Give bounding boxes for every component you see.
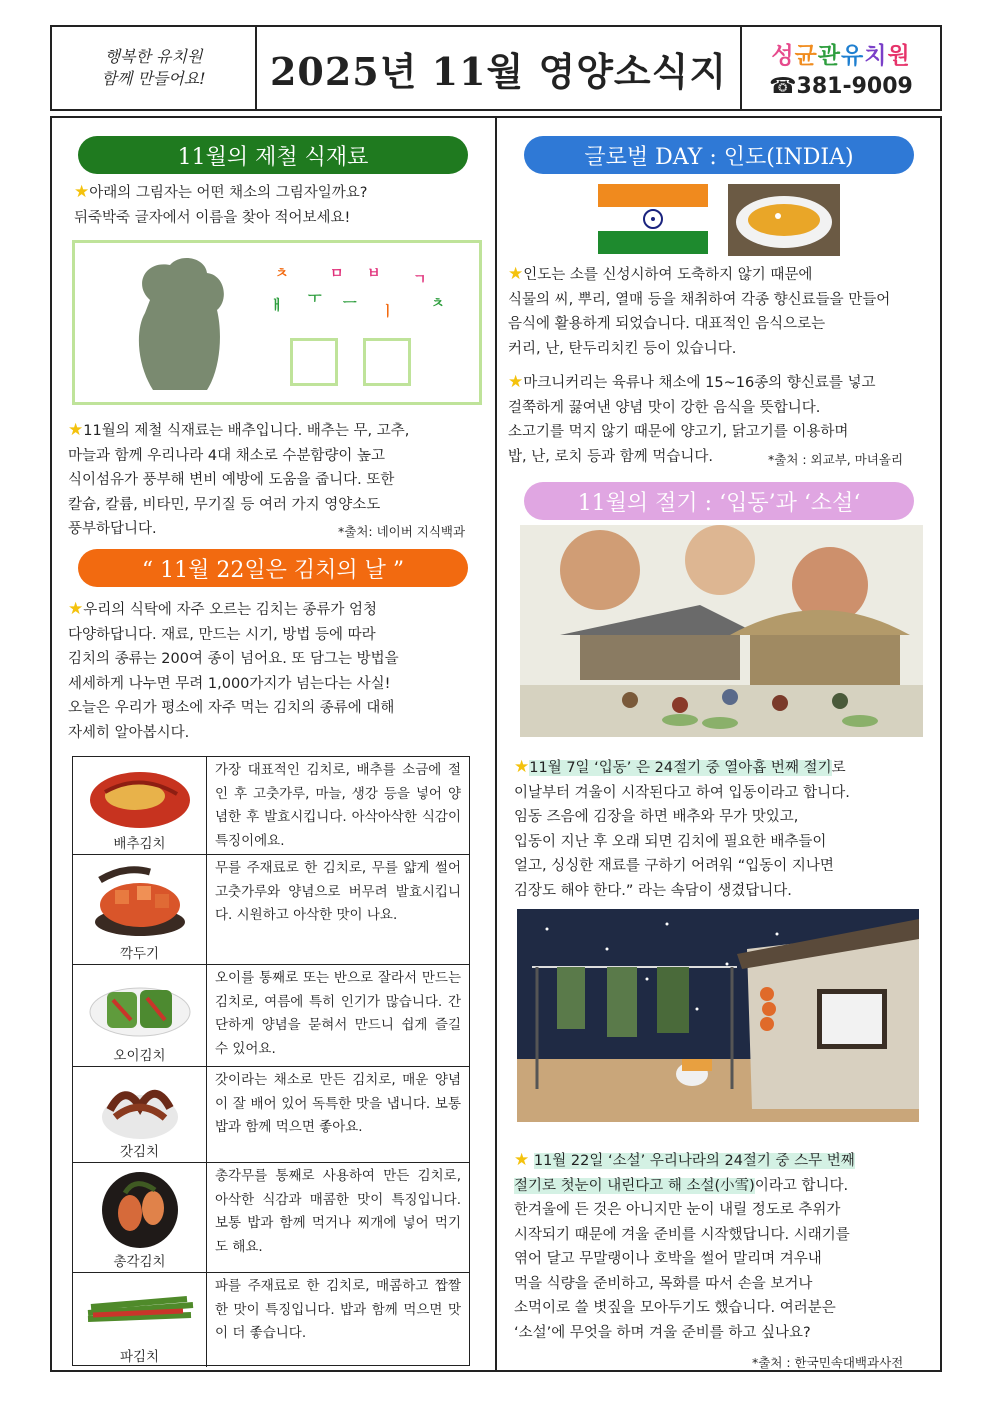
- quiz-text-body: 아래의 그림자는 어떤 채소의 그림자일까요? 뒤죽박죽 글자에서 이름을 찾아 적어보세요!: [74, 185, 368, 226]
- kimchi-desc: 갓이라는 채소로 만든 김치로, 매운 양념이 잘 배어 있어 독특한 맛을 냅니다. 보통 밥과 함께 먹으면 좋아요.: [215, 1072, 461, 1135]
- quiz-text: [74, 180, 489, 230]
- star-icon: ★: [68, 420, 84, 440]
- kimchi-name: 깍두기: [119, 946, 160, 962]
- star-icon: ★: [68, 599, 84, 619]
- kimchi-photo: [73, 1163, 207, 1272]
- kimchi-photo: [73, 757, 207, 854]
- kimchi-intro: [68, 597, 490, 745]
- puzzle-box: [72, 240, 482, 405]
- puzzle-letter: ㅡ: [343, 296, 357, 312]
- green-onion-kimchi-icon: [83, 1285, 198, 1340]
- page-title: 2025년 11월 영양소식지: [257, 27, 742, 109]
- ipdong-painting-image: [520, 525, 923, 737]
- kimchi-desc: 가장 대표적인 김치로, 배추를 소금에 절인 후 고춧가루, 마늘, 생강 등을 넣어 양념한 후 발효시킵니다. 아삭아삭한 식감이 특징이에요.: [215, 762, 461, 849]
- star-icon: ★: [514, 757, 530, 777]
- india-p1-body: 인도는 소를 신성시하여 도축하지 않기 때문에 식물의 씨, 뿌리, 열매 등을 채취하여 각종 향신료들을 만들어 음식에 활용하게 되었습니다. 대표적인 음식으로는 커리, 난, 탄두리치킨 등이 있습니다.: [508, 267, 891, 357]
- answer-box[interactable]: [363, 338, 411, 386]
- puzzle-letter: ㅊ: [275, 266, 289, 282]
- kimchi-desc: 총각무를 통째로 사용하여 만든 김치로, 아삭한 식감과 매콤한 맛이 특징입니다. 보통 밥과 함께 먹거나 찌개에 넣어 먹기도 해요.: [215, 1168, 461, 1255]
- seasonal-desc-body: 11월의 제철 식재료는 배추입니다. 배추는 무, 고추, 마늘과 함께 우리나라 4대 채소로 수분함량이 높고 식이섬유가 풍부해 변비 예방에 도움을 줍니다. 또한 칼슘, 칼륨, 비타민, 무기질 등 여러 가지 영양소도 풍부하답니다.: [68, 423, 410, 537]
- ipdong-text: [514, 755, 940, 903]
- school-char: 균: [794, 43, 818, 69]
- school-block: [742, 27, 940, 109]
- cabbage-kimchi-icon: [85, 762, 195, 832]
- table-row: [73, 965, 469, 1067]
- school-char: 원: [887, 43, 911, 69]
- kimchi-intro-body: 우리의 식탁에 자주 오르는 김치는 종류가 엄청 다양하답니다. 재료, 만드는 시기, 방법 등에 따라 김치의 종류는 200여 종이 넘어요. 또 담그는 방법을 세세하게 나누면 무려 1,000가지가 넘는다는 사실! 오늘은 우리가 평소에 자주 먹는 김치의 종류에 대해 자세히 알아봅시다.: [68, 602, 399, 741]
- solar-source: *출처 : 한국민속대백과사전: [752, 1355, 904, 1370]
- ipdong-body: 로 이날부터 겨울이 시작된다고 하여 입동이라고 합니다. 임동 즈음에 김장을 하면 배추와 무가 맛있고, 입동이 지난 후 오래 되면 김치에 필요한 배추들이 얼고, 싱싱한 재료를 구하기 어려워 “입동이 지나면 김장도 해야 한다.” 라는 속담이 생겼답니다.: [514, 760, 850, 899]
- soseol-highlight: 11월 22일 ‘소설’ 우리나라의 24절기 중 스무 번째 절기로 첫눈이 내린다고 해 소설(小雪): [514, 1153, 855, 1194]
- answer-box[interactable]: [290, 338, 338, 386]
- kimchi-desc: 파를 주재료로 한 김치로, 매콤하고 짭짤한 맛이 특징입니다. 밥과 함께 먹으면 맛이 더 좋습니다.: [215, 1278, 461, 1341]
- india-p2-body: 마크니커리는 육류나 채소에 15~16종의 향신료를 넣고 걸쭉하게 끓여낸 양념 맛이 강한 음식을 뜻합니다. 소고기를 먹지 않기 때문에 양고기, 닭고기를 이용하며 밥, 난, 로치 등과 함께 먹습니다.: [508, 375, 876, 465]
- table-row: [73, 1163, 469, 1273]
- seasonal-title: 11월의 제철 식재료: [78, 136, 468, 174]
- ipdong-highlight: 11월 7일 ‘입동’ 은 24절기 중 열아홉 번째 절기: [529, 760, 832, 776]
- gat-kimchi-icon: [95, 1072, 185, 1142]
- soseol-illustration-image: [517, 909, 919, 1122]
- puzzle-letter: ㄱ: [413, 272, 427, 288]
- motto: [52, 27, 257, 109]
- header: [50, 25, 942, 111]
- school-char: 치: [864, 43, 888, 69]
- kimchi-photo: [73, 1273, 207, 1367]
- star-icon: ★: [514, 1150, 530, 1170]
- kimchi-photo: [73, 965, 207, 1066]
- puzzle-letter: ㅣ: [381, 304, 395, 320]
- curry-dish-icon: [728, 184, 840, 256]
- puzzle-letter: ㅐ: [270, 298, 284, 314]
- puzzle-letter: ㅜ: [308, 291, 322, 307]
- table-row: [73, 1067, 469, 1163]
- global-day-title: 글로벌 DAY : 인도(INDIA): [524, 136, 914, 174]
- table-row: [73, 757, 469, 855]
- kimchi-desc: 오이를 통째로 또는 반으로 잘라서 만드는 김치로, 여름에 특히 인기가 많습니다. 간단하게 양념을 묻혀서 만드니 쉽게 즐길 수 있어요.: [215, 970, 461, 1057]
- cabbage-shadow-icon: [125, 255, 235, 395]
- puzzle-letter: ㅊ: [431, 296, 445, 312]
- kimchi-name: 오이김치: [113, 1048, 166, 1064]
- column-divider: [495, 116, 497, 1372]
- school-name: [771, 37, 910, 70]
- motto-line1: 행복한 유치원: [104, 47, 203, 66]
- school-char: 유: [841, 43, 865, 69]
- kkakdugi-icon: [85, 860, 195, 940]
- kimchi-name: 총각김치: [113, 1254, 166, 1270]
- motto-line2: 함께 만들어요!: [101, 69, 206, 88]
- puzzle-letter: ㅁ: [330, 266, 344, 282]
- soseol-body: 이라고 합니다. 한겨울에 든 것은 아니지만 눈이 내릴 정도로 추위가 시작되기 때문에 겨울 준비를 시작했답니다. 시래기를 엮어 달고 무말랭이나 호박을 썰어 말리며 겨우내 먹을 식량을 준비하고, 목화를 따서 손을 보거나 소먹이로 쓸 볏짚을 모아두기도 했습니다. 여러분은 ‘소설’에 무엇을 하며 겨울 준비를 하고 싶나요?: [514, 1177, 850, 1341]
- kimchi-name: 파김치: [119, 1349, 160, 1365]
- kimchi-desc: 무를 주재료로 한 김치로, 무를 얇게 썰어 고춧가루와 양념으로 버무려 발효시킵니다. 시원하고 아삭한 맛이 나요.: [215, 860, 461, 923]
- india-p1: [508, 262, 938, 361]
- school-char: 성: [771, 43, 795, 69]
- school-phone: ☎381-9009: [769, 74, 913, 99]
- india-flag-icon: [598, 184, 708, 254]
- seasonal-source: *출처: 네이버 지식백과: [338, 524, 466, 539]
- puzzle-letter: ㅂ: [367, 266, 381, 282]
- table-row: [73, 1273, 469, 1367]
- solar-term-title: 11월의 절기 : ‘입동’과 ‘소설‘: [524, 482, 914, 520]
- kimchi-name: 배추김치: [113, 836, 166, 852]
- india-source: *출처 : 외교부, 마녀올리: [768, 452, 904, 467]
- table-row: [73, 855, 469, 965]
- star-icon: ★: [74, 182, 90, 202]
- kimchi-table: [72, 756, 470, 1366]
- kimchi-day-title: “ 11월 22일은 김치의 날 ”: [78, 549, 468, 587]
- star-icon: ★: [508, 372, 524, 392]
- kimchi-name: 갓김치: [119, 1144, 160, 1160]
- cucumber-kimchi-icon: [85, 970, 195, 1042]
- soseol-text: [514, 1148, 940, 1345]
- chonggak-kimchi-icon: [95, 1168, 185, 1250]
- star-icon: ★: [508, 264, 524, 284]
- kimchi-photo: [73, 1067, 207, 1162]
- kimchi-photo: [73, 855, 207, 964]
- school-char: 관: [817, 43, 841, 69]
